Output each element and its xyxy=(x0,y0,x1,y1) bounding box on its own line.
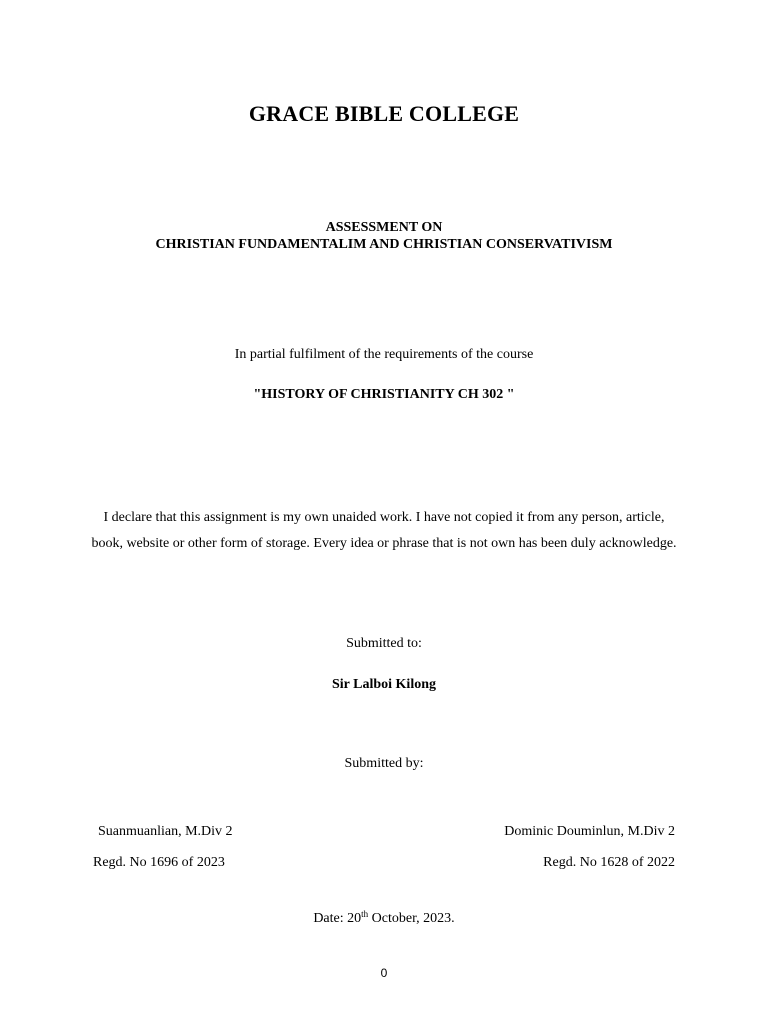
student-name: Suanmuanlian, M.Div 2 xyxy=(98,824,233,839)
student-block-right xyxy=(504,816,675,878)
declaration-paragraph: I declare that this assignment is my own unaided work. I have not copied it from any person, article, book, website or other form of storage. Every idea or phrase that is not own has been duly acknowledge. xyxy=(91,510,677,551)
submitted-by-label: Submitted by: xyxy=(344,756,424,771)
partial-fulfilment-text: In partial fulfilment of the requirements of the course xyxy=(234,347,534,362)
submitted-to-label: Submitted to: xyxy=(346,636,422,651)
student-block-left xyxy=(93,816,233,878)
date-prefix: Date: 20 xyxy=(313,911,362,926)
assessment-topic: CHRISTIAN FUNDAMENTALIM AND CHRISTIAN CONSERVATIVISM xyxy=(155,237,613,252)
course-title: "HISTORY OF CHRISTIANITY CH 302 " xyxy=(253,387,515,402)
student-regd: Regd. No 1696 of 2023 xyxy=(93,855,225,870)
submission-date xyxy=(0,911,768,927)
assessment-heading: ASSESSMENT ON xyxy=(325,220,443,235)
date-ordinal-suffix: th xyxy=(361,909,369,919)
submitted-to-name: Sir Lalboi Kilong xyxy=(332,677,436,692)
student-name: Dominic Douminlun, M.Div 2 xyxy=(504,824,675,839)
page-number: 0 xyxy=(380,966,388,980)
date-rest: October, 2023. xyxy=(368,911,455,926)
college-name: GRACE BIBLE COLLEGE xyxy=(248,101,520,126)
student-regd: Regd. No 1628 of 2022 xyxy=(543,855,675,870)
